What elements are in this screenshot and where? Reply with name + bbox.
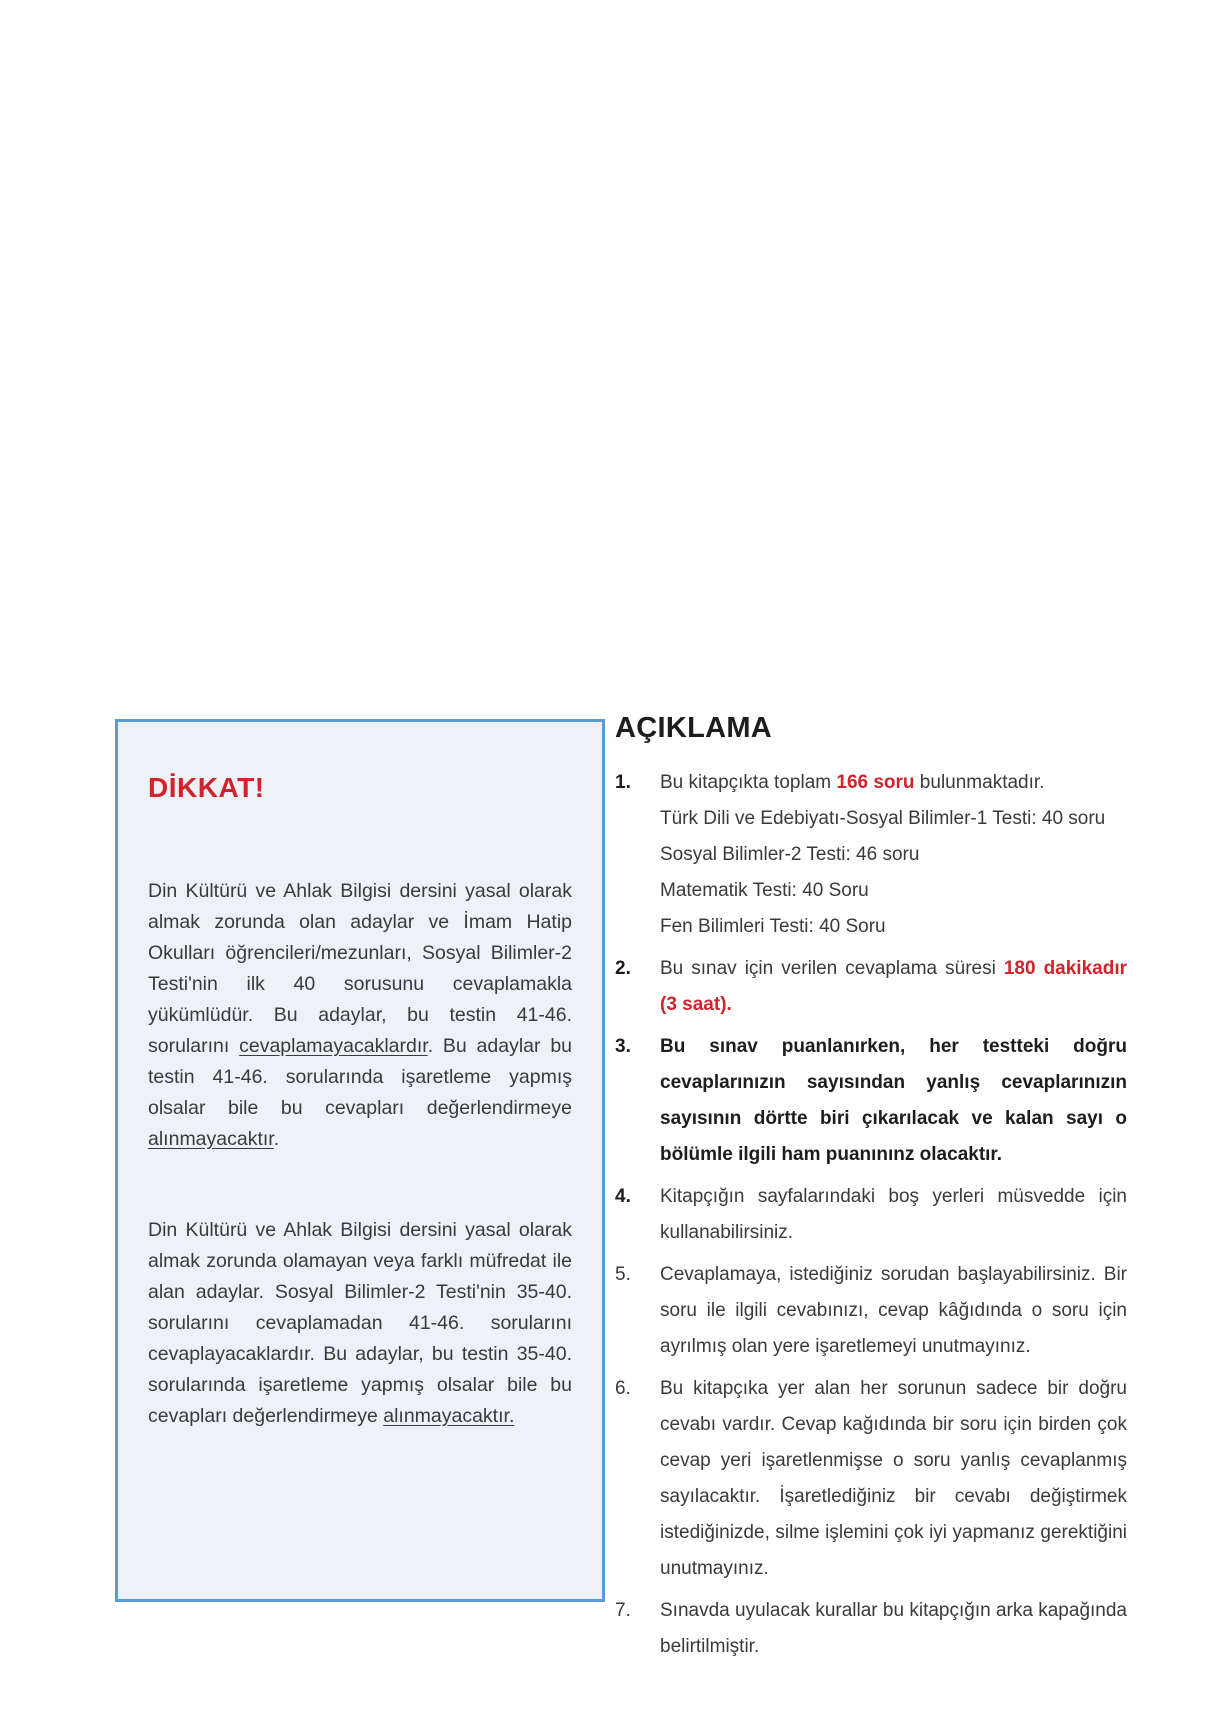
item-7-text: Sınavda uyulacak kurallar bu kitapçığın arka kapağında belirtilmiştir. — [660, 1600, 1127, 1657]
aciklama-item-4 — [615, 1179, 1127, 1251]
paragraph-1-underlined-word-2: alınmayacaktır — [148, 1128, 274, 1150]
paragraph-2-text: Din Kültürü ve Ahlak Bilgisi dersini yasal olarak almak zorunda olamayan veya farklı müfredat ile alan adaylar. Sosyal Bilimler-2 Testi'nin 35-40. sorularını cevaplamadan 41-46. sorularını cevaplayacaklardır. Bu adaylar, bu testin 35-40. sorularında işaretleme yapmış olsalar bile bu cevapları değerlendirmeye — [148, 1219, 572, 1427]
item-2-highlight: 180 dakikadır (3 saat). — [660, 958, 1127, 1015]
item-2-text: Bu sınav için verilen cevaplama süresi 180 dakikadır (3 saat). — [660, 958, 1127, 1015]
item-4-number: 4. — [615, 1186, 631, 1207]
dikkat-paragraph-1 — [148, 876, 572, 1155]
item-1-text — [660, 765, 1127, 945]
paragraph-1-text-end: . — [273, 1128, 280, 1150]
paragraph-1-text: Din Kültürü ve Ahlak Bilgisi dersini yasal olarak almak zorunda olan adaylar ve İmam Hatip Okulları öğrencileri/mezunları, Sosyal Bilimler-2 Testi'nin ilk 40 sorusunu cevaplamakla yükümlüdür. Bu adaylar, bu testin 41-46. sorularını — [148, 880, 572, 1057]
aciklama-list — [615, 765, 1127, 1665]
item-1-subline-1: Türk Dili ve Edebiyatı-Sosyal Bilimler-1 Testi: 40 soru — [660, 808, 1106, 829]
item-1-subline-2: Sosyal Bilimler-2 Testi: 46 soru — [660, 844, 920, 865]
paragraph-1-text-between: . Bu adaylar bu testin 41-46. sorularında işaretleme yapmış olsalar bile bu cevapları değerlendirmeye — [148, 1035, 573, 1119]
item-3-text: Bu sınav puanlanırken, her testteki doğru cevaplarınızın sayısından yanlış cevaplarınızın sayısının dörtte biri çıkarılacak ve kalan sayı o bölümle ilgili ham puanınınz olacaktır. — [660, 1036, 1127, 1165]
item-6-text: Bu kitapçıka yer alan her sorunun sadece bir doğru cevabı vardır. Cevap kağıdında bir soru için birden çok cevap yeri işaretlenmişse o soru yanlış cevaplanmış sayılacaktır. İşaretlediğiniz bir cevabı değiştirmek istediğinizde, silme işlemini çok iyi yapmanız gerektiğini unutmayınız. — [660, 1378, 1127, 1579]
item-5-text: Cevaplamaya, istediğiniz sorudan başlayabilirsiniz. Bir soru ile ilgili cevabınızı, cevap kâğıdında o soru için ayrılmış olan yere işaretlemeyi unutmayınız. — [660, 1264, 1127, 1357]
aciklama-title: AÇIKLAMA — [615, 712, 773, 744]
paragraph-1-underlined-word-1: cevaplamayacaklardır — [239, 1035, 428, 1057]
aciklama-item-7 — [615, 1593, 1127, 1665]
item-1-number: 1. — [615, 772, 631, 793]
item-3-number: 3. — [615, 1036, 631, 1057]
item-1-highlight: 166 soru — [836, 772, 915, 793]
aciklama-item-1 — [615, 765, 1127, 945]
aciklama-section — [615, 712, 1127, 1671]
item-2-number: 2. — [615, 958, 631, 979]
aciklama-item-6 — [615, 1371, 1127, 1587]
item-4-text: Kitapçığın sayfalarındaki boş yerleri müsvedde için kullanabilirsiniz. — [660, 1186, 1127, 1243]
item-1-main-line: Bu kitapçıkta toplam 166 soru bulunmaktadır. — [660, 772, 1045, 793]
aciklama-item-2 — [615, 951, 1127, 1023]
item-7-number: 7. — [615, 1600, 631, 1621]
aciklama-item-3 — [615, 1029, 1127, 1173]
dikkat-paragraph-2 — [148, 1215, 572, 1432]
dikkat-title: DİKKAT! — [148, 772, 265, 803]
dikkat-warning-box — [115, 719, 605, 1602]
item-1-subline-3: Matematik Testi: 40 Soru — [660, 880, 869, 901]
item-6-number: 6. — [615, 1378, 631, 1399]
aciklama-item-5 — [615, 1257, 1127, 1365]
item-1-subline-4: Fen Bilimleri Testi: 40 Soru — [660, 916, 886, 937]
paragraph-2-underlined-word: alınmayacaktır. — [383, 1405, 515, 1427]
item-5-number: 5. — [615, 1264, 631, 1285]
